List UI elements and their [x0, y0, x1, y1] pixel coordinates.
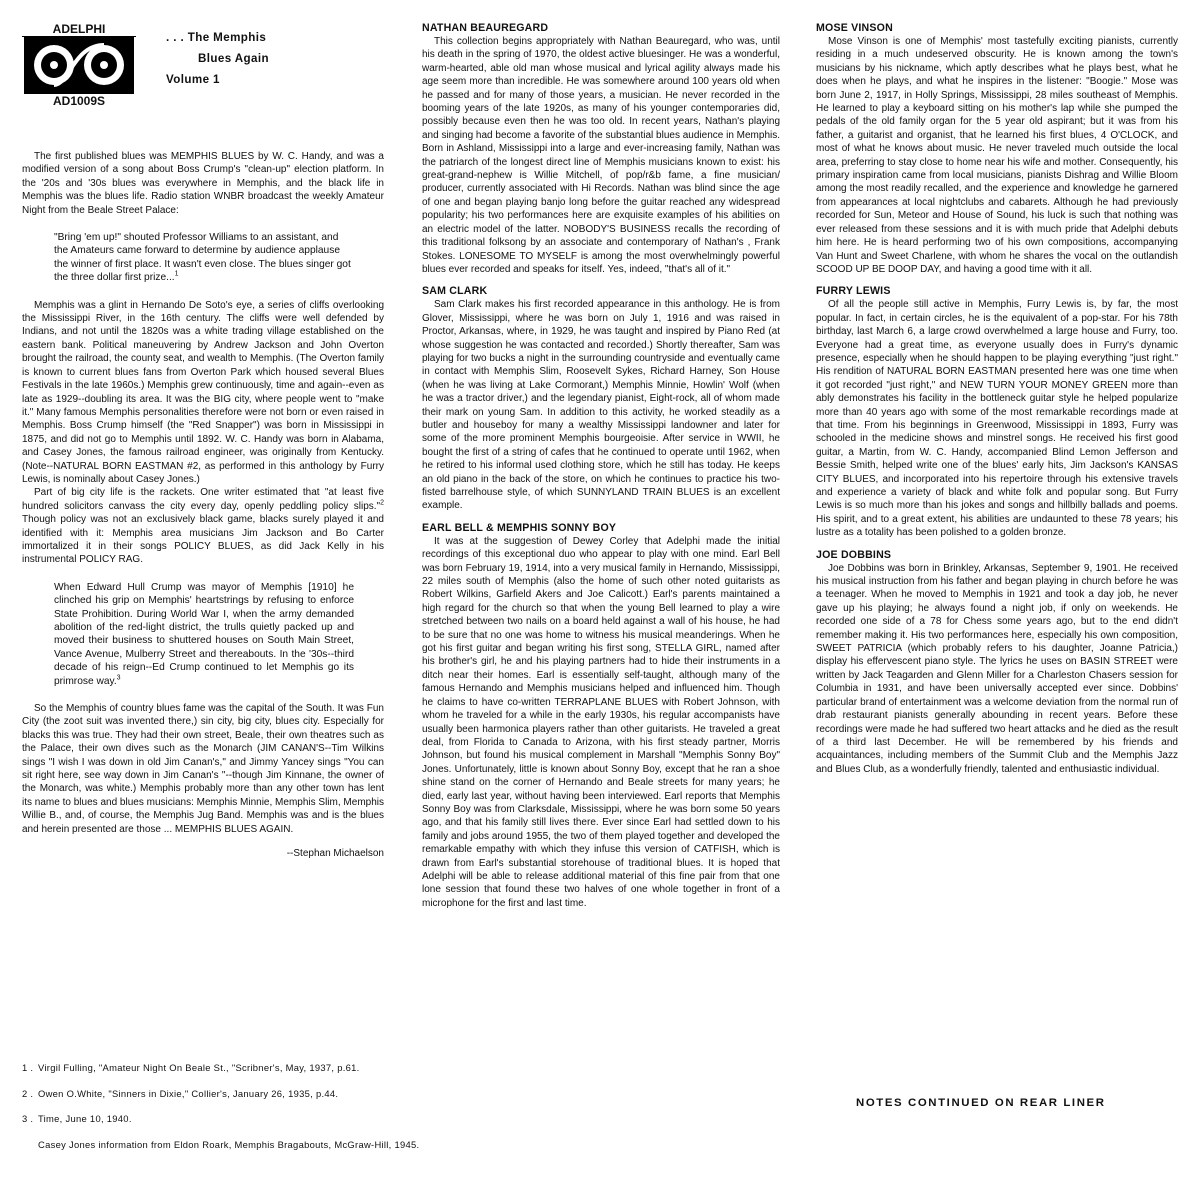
quote-crump [54, 581, 354, 688]
intro-paragraph-1: The first published blues was MEMPHIS BLUES by W. C. Handy, and was a modified version of a song about Boss Crump's "clean-up" election platform. In the '20s and '30s blues was everywhere in Memphis, and the black life in Memphis was the blues life. Radio station WNBR broadcast the weekly Amateur Night from the Beale Street Palace: [22, 151, 384, 216]
section-text: It was at the suggestion of Dewey Corley that Adelphi made the initial recordings of this exceptional duo who appear to play with one mind. Earl Bell was born February 19, 1914, into a very musical family in Hernando, Mississippi, 22 miles south of Memphis (also the home of such other noted guitarists as Robert Wilkins, Garfield Akers and Joe Calicott.) Earl's parents maintained a high regard for the church so that when the young Bell learned to play a wire stretched between two nails on a board held against a wall of his house, he had to be sure that no one was home to witness his musical meanderings. When he got his first guitar and began writing his first song, STELLA GIRL, named after his brother's girl, he and his playing partners had to hide their instruments in a ditch near their homes. Earl is essentially self-taught, although many of the famous Hernando and Memphis musicians helped and influenced him. Though he claims to have co-written TERRAPLANE BLUES with Robert Johnson, with whom he traveled for a while in the early 1930s, his regular accompanists have usually been harmonica players rather than other guitarists. He traveled a great deal, from Florida to Canada to Arizona, with his first steady partner, Morris Johnson, but found his musical complement in Marshall "Memphis Sonny Boy" Jones. Unfortunately, little is known about Sonny Boy, except that he ran a shoe shine stand on the corner of Hernando and Beale streets for many years; he died, early last year, without having been interviewed. Earl reports that Memphis Sonny Boy was from Clarksdale, Mississippi, where he was born some 50 years ago, and that his family still lives there. Ever since Earl had settled down to his family and jobs around 1955, the two of them played together and developed the remarkable empathy with which they infuse this version of CATFISH, which is drawn from Earl's substantial storehouse of traditional blues. It is hoped that Adelphi will be able to release additional material of this fine pair from that one lone session that found these two halves of one whole together in front of a microphone for the first and last time. [422, 535, 780, 909]
album-title-line1: . . . The Memphis [166, 31, 267, 44]
section-heading: NATHAN BEAUREGARD [422, 22, 549, 34]
column-left [22, 22, 420, 1150]
section-heading: EARL BELL & MEMPHIS SONNY BOY [422, 521, 617, 534]
column-middle [422, 22, 780, 919]
section-heading: FURRY LEWIS [816, 285, 891, 298]
section-text: Of all the people still active in Memphis, Furry Lewis is, by far, the most popular. In fact, in certain circles, he is the equivalent of a pop-star. For his 78th birthday, last March 6, a large crowd overwhelmed a large house and Furry, too. Everyone had a great time, as everyone usually does in Furry's dynamic presence, especially when he should happen to be playing everything "just right." His rendition of NATURAL BORN EASTMAN presented here was one time when it got recorded "just right," and NEW TURN YOUR MONEY GREEN more than ably demonstrates his facility in the bottleneck guitar style he helped popularize more than 40 years ago with some of the most remarkable recordings made at that time. From his beginnings in Greenwood, Mississippi in 1893, Furry was schooled in the medicine shows and minstrel songs. He received his first good guitar, a Martin, from W. C. Handy, accompanied Blind Lemon Jefferson and Bessie Smith, helped write one of the blues' early hits, Jim Jackson's KANSAS CITY BLUES, and incorporated into his repertoire through his extensive travels and experience a variety of black and white folk and popular song. But Furry Lewis is so much more than his jokes and songs and hillbilly ballads and poems. His spirit, and to a great extent, his abilities are undaunted to these 78 years; his lustre as a totality has been polished to a golden bronze. [816, 299, 1178, 539]
album-title [166, 27, 269, 90]
intro-essay [22, 150, 384, 859]
quote-amateur-night [54, 231, 354, 285]
section-text: Joe Dobbins was born in Brinkley, Arkansas, September 9, 1901. He received his musical instruction from his father and began playing in church before he was a teenager. When he moved to Memphis in 1921 and took a day job, he never gave up his playing; he always found a night job, if only on weekends. He recorded one side of a 78 for Chess some years ago, but to the end didn't remember making it. His two performances here, especially his own composition, SWEET PATRICIA (which probably refers to his daughter, Joanne Patricia,) display his effervescent piano style. The lyrics he uses on BASIN STREET were written by Jack Teagarden and Glenn Miller for a Charleston Chasers session for Columbia in 1931, and have been universally accepted ever since. Dobbins' particular brand of entertainment was a welcome deviation from the normal run of drab restaurant pianists generally abounding in recent years. Before these recordings were made he had suffered two heart attacks and he died as the result of a third last December. He will be remembered by his friends and acquaintances, including members of the Summit Club and the Memphis Jazz and Blues Club, as a wonderfully friendly, talented and enthusiastic individual. [816, 562, 1178, 775]
intro-paragraph-3-start: Part of big city life is the rackets. One writer estimated that "at least five hundred solicitors canvass the city every day, openly peddling policy slips." [22, 487, 384, 512]
section-heading: SAM CLARK [422, 285, 488, 298]
quote-crump-text: When Edward Hull Crump was mayor of Memphis [1910] he clinched his grip on Memphis' heartstrings by refusing to enforce State Prohibition. During World War I, when the army demanded abolition of the red-light district, the trulls quietly packed up and moved their business to shuttered houses on South Main Street, Vance Avenue, Mulberry Street and thereabouts. In the '30s--third decade of his reign--Ed Crump continued to let Memphis go its primrose way. [54, 581, 354, 687]
column-right [816, 22, 1178, 785]
quote-amateur-night-text: "Bring 'em up!" shouted Professor Williams to an assistant, and the Amateurs came forward to determine by audience applause the winner of first place. It wasn't even close. The blues singer got the three dollar first prize... [54, 232, 351, 284]
footnote-item [22, 1088, 422, 1101]
footnote-item [22, 1062, 422, 1075]
footnote-text: Time, June 10, 1940. [38, 1113, 132, 1125]
footnote-text: Owen O.White, "Sinners in Dixie," Collier's, January 26, 1935, p.44. [38, 1087, 339, 1099]
section-text: Mose Vinson is one of Memphis' most tastefully exciting pianists, currently residing in a much undeserved obscurity. He is known among the town's musicians by his nickname, which aptly describes what he plays best, what he does when he plays, and what he inspires in the listener: "Boogie." Mose was born June 2, 1917, in Holly Springs, Mississippi, 28 miles southeast of Memphis. He learned to play a keyboard sitting on his mother's lap while she pumped the pedals of the old family organ for the 5 year old aspirant; but it was from his father, a guitarist and organist, that he learned his first blues, 4 O'CLOCK, and most of what he knows about music. He never traveled much outside the local area, preferring to stay close to home near his wife and mother. Consequently, his primary inspiration came from local musicians, pianists Dishrag and Willie Bloom among the most readily recalled, and the experience and knowledge he garnered from appearances at local nightclubs and cabarets. Although he had previously recorded for Sun, Meteor and House of Sound, his luck is such that nothing was ever released from these sessions and it is with much pride that Adelphi debuts him here. He is heard performing two of his own compositions, accompanying Van Hunt and Sweet Charlene, with whom he shares the vocal on the outlandish SCOOD UP BE DOOP DAY, and having a good time with it all. [816, 36, 1178, 275]
footnote-number: 3 . [22, 1113, 34, 1125]
intro-paragraph-3 [22, 486, 384, 566]
album-title-line3: Volume 1 [166, 73, 220, 86]
section-text: This collection begins appropriately with Nathan Beauregard, who was, until his death in the spring of 1970, the oldest active bluesinger. He was a wonderful, warm-hearted, able old man whose musical and lyrical agility always made his age seem more than incredible. He was somewhere around 100 years old when he passed and for many of those years, a musician. He never recorded in the booming years of the late 1920s, as many of his younger contemporaries did, possibly because even then he was too old. In recent years, Nathan's playing and singing had become a favorite of the substantial blues audience in Memphis. Born in Ashland, Mississippi into a large and ever-increasing family, Nathan was the patriarch of the longest direct line of Memphis musicians known to exist: his great-grand-nephew is Willie Mitchell, of pop/r&b fame, a fine musician/ producer, currently associated with Hi Records. Nathan was blind since the age of one and began playing banjo long before the guitar reached any widespread popularity; his two performances here are exquisite examples of his abilities on an electric model of the latter. NOBODY'S BUSINESS recalls the recording of this traditional folksong by an associate and contemporary of Nathan's , Frank Stokes. LONESOME TO MYSELF is among the most overwhelmingly powerful blues ever recorded and speaks for itself. Yes, indeed, "that's all of it." [422, 36, 781, 275]
footnote-number: 1 . [22, 1062, 34, 1073]
section-joe-dobbins [816, 549, 1178, 777]
section-heading: MOSE VINSON [816, 22, 893, 34]
author-signature: --Stephan Michaelson [286, 848, 384, 860]
section-heading: JOE DOBBINS [816, 548, 892, 561]
section-furry-lewis [816, 285, 1178, 539]
footnote-ref-1: 1 [174, 270, 179, 278]
intro-paragraph-4: So the Memphis of country blues fame was the capital of the South. It was Fun City (the zoot suit was invented there,) sin city, big city, blues city. Especially for blacks this was true. They had their own street, Beale, their own theatres such as the Palace, their own dives such as the Monarch (JIM CANAN'S--Tim Wilkins sings "I wish I was down in old Jim Canan's," and Jimmy Yancey sings "You can sit right here, see way down in Jim Canan's "--though Jim Kinnane, the owner of the Monarch, was white.) Memphis probably more than any other town has lent its name to blues and blues musicians: Memphis Minnie, Memphis Slim, Memphis Willie B., and, of course, the Memphis Jug Band. Memphis was and is the blues and herein presented are those ... MEMPHIS BLUES AGAIN. [22, 703, 384, 835]
footnote-text: Virgil Fulling, "Amateur Night On Beale St., "Scribner's, May, 1937, p.61. [38, 1062, 360, 1073]
notes-continued-label: NOTES CONTINUED ON REAR LINER [856, 1097, 1106, 1109]
footnote-extra: Casey Jones information from Eldon Roark, Memphis Bragabouts, McGraw-Hill, 1945. [38, 1138, 420, 1150]
album-title-line2: Blues Again [198, 52, 269, 65]
footnote-item [22, 1113, 422, 1126]
adelphi-logo [22, 22, 136, 108]
intro-paragraph-3-end: Though policy was not an exclusively black game, blacks surely played it and identified with it: Memphis area musicians Jim Jackson and Bo Carter immortalized it in their songs POLICY BLUES, as did Jack Kelly in his instrumental POLICY RAG. [22, 514, 384, 566]
header-block [22, 22, 384, 118]
section-nathan-beauregard [422, 22, 780, 276]
footnote-number: 2 . [22, 1087, 34, 1099]
section-text: Sam Clark makes his first recorded appearance in this anthology. He is from Glover, Mississippi, where he was born on July 1, 1916 and was raised in Proctor, Arkansas, where, in 1929, he was taught and inspired by Piano Red (at whose suggestion he was contacted and recorded.) Shortly thereafter, Sam was playing for two bucks a night in the surrounding countryside and eventually came in contact with Memphis Slim, Roosevelt Sykes, Richard Harney, Son House (when he was living at Lake Cormorant,) Memphis Minnie, Howlin' Wolf (when he was a tractor driver,) and the legendary pianist, Eight-rock, all of whom made their mark on young Sam. In addition to this activity, he worked steadily as a butler and houseboy for many a wealthy Mississippi landowner and later for some of the more prominent Memphis bourgeoisie. After service in WWII, he bought the first of a string of cafes that he continued to operate until 1962, when he retired to his informal used clothing store, which he still has today. He keeps an old piano in the back of the store, on which he continues to practice his two-fisted barrelhouse style, of which SUNNYLAND TRAIN BLUES is an excellent example. [422, 299, 780, 512]
reel-to-reel-logo-icon [24, 37, 134, 94]
footnotes [22, 1062, 422, 1151]
logo-label-top: ADELPHI [22, 22, 136, 37]
intro-paragraph-2: Memphis was a glint in Hernando De Soto's eye, a series of cliffs overlooking the Mississippi River, in the 16th century. The cliffs were well defended by Indians, and not until the 1820s was a white trading village established on the eastern bank. Political maneuvering by Andrew Jackson and John Overton brought the railroad, the county seat, and wealth to Memphis. (The Overton family is known to current blues fans from Overton Park which housed several Blues Festivals in the late 1960s.) Memphis grew continuously, time and again--even as late as 1929--doubling its area. It was the BIG city, where people went to "make it." Many famous Memphis personalities therefore were not born or even raised in Memphis. Boss Crump himself (the "Red Snapper") was born in Mississippi in 1875, and did not go to Memphis until 1892. W. C. Handy was born in Alabama, and Casey Jones, the famous railroad engineer, was originally from Kentucky. (Note--NATURAL BORN EASTMAN #2, as performed in this anthology by Furry Lewis, is nominally about Casey Jones.) [22, 299, 384, 485]
section-sam-clark [422, 285, 780, 513]
section-mose-vinson [816, 22, 1178, 276]
footnote-ref-2: 2 [380, 499, 384, 507]
logo-label-bottom: AD1009S [52, 94, 106, 108]
section-earl-bell [422, 522, 780, 910]
footnote-ref-3: 3 [116, 674, 121, 682]
